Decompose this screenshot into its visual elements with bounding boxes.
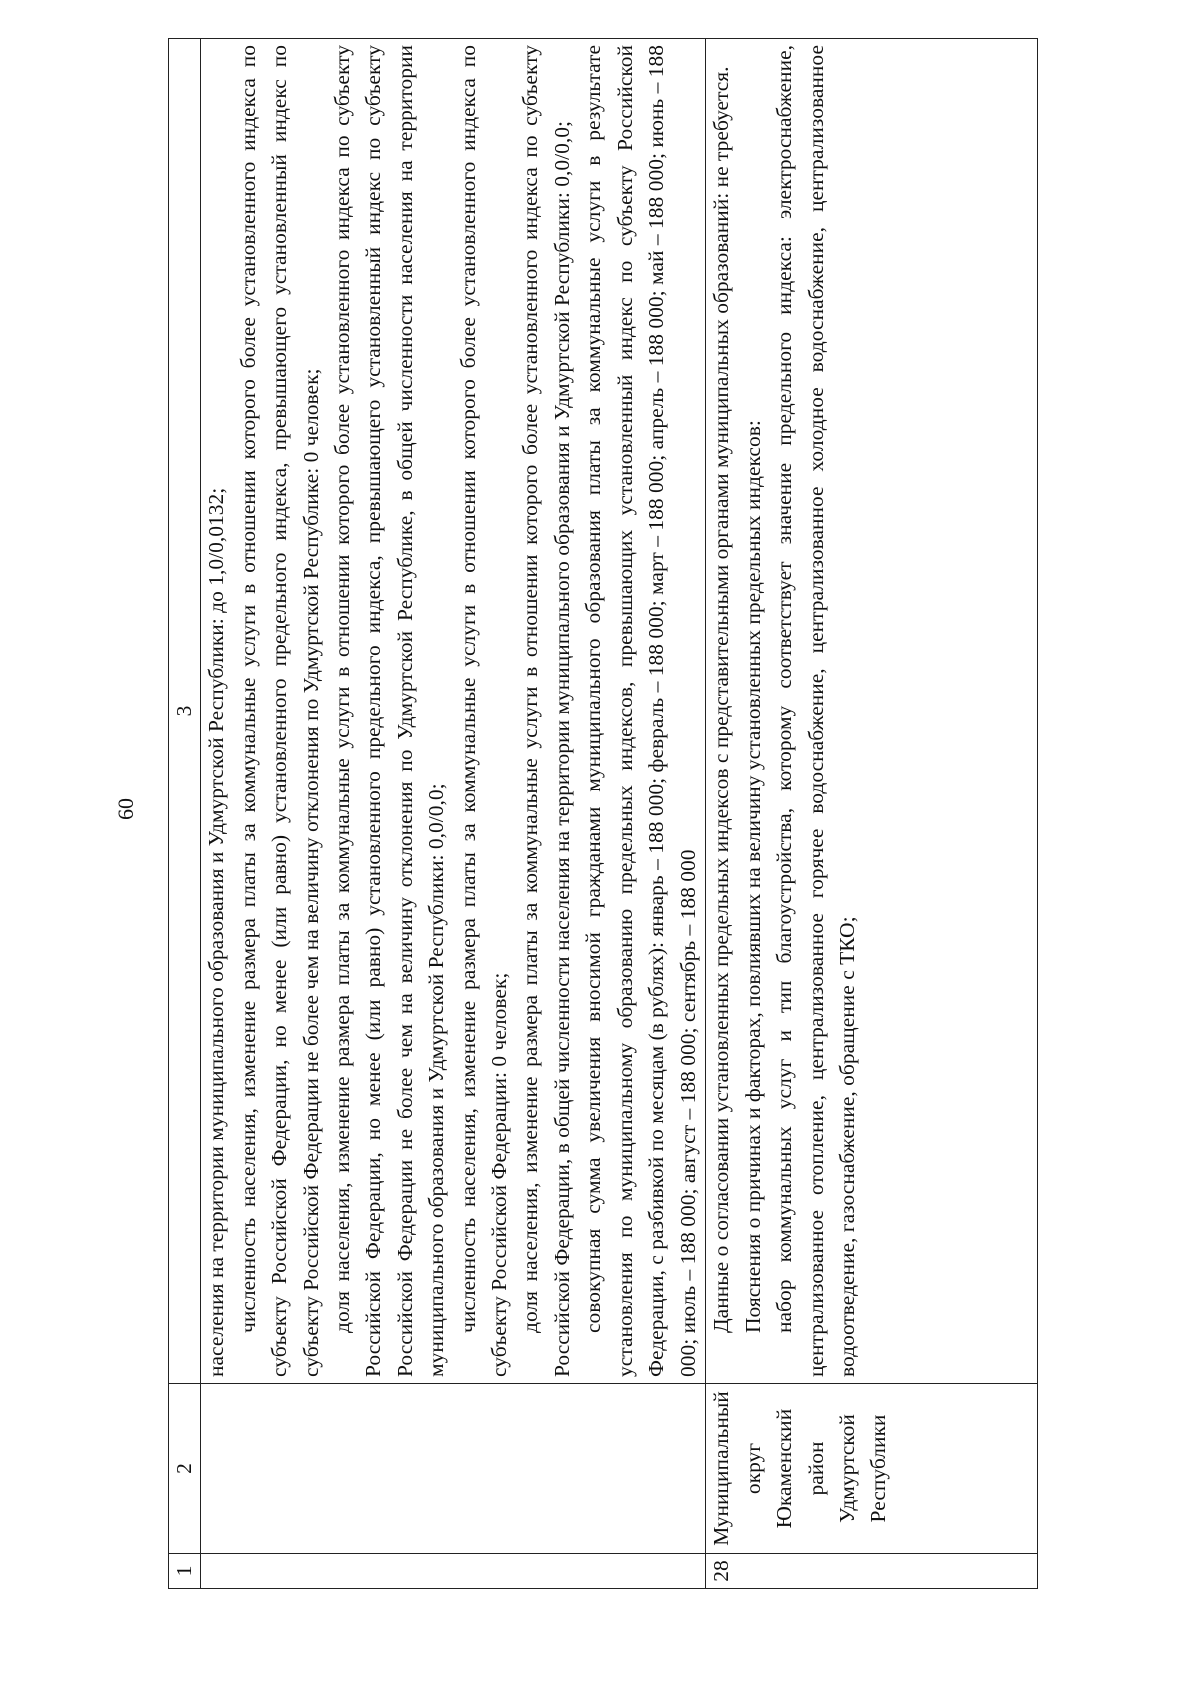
- paragraph: численность населения, изменение размера платы за коммунальные услуги в отношении которого более установленного индекса по субъекту Российской Федерации, но менее (или равно) установленного предельного индекса, превышающего установленный индекс по субъекту Российской Федерации не более чем на величину отклонения по Удмуртской Республике: 0 человек;: [235, 45, 323, 1377]
- municipality-cell: [201, 1384, 706, 1554]
- paragraph: совокупная сумма увеличения вносимой гражданами муниципального образования платы за коммунальные услуги в результате установления по муниципальному образованию предельных индексов, превышающих установленный индекс по субъекту Российской Федерации, с разбивкой по месяцам (в рублях): январь – 188 000; февраль – 188 000; март – 188 000; апрель – 188 000; май – 188 000; июнь – 188 000; июль – 188 000; август – 188 000; сентябрь – 188 000: [581, 45, 700, 1377]
- paragraph: численность населения, изменение размера платы за коммунальные услуги в отношении которого более установленного индекса по субъекту Российской Федерации: 0 человек;: [455, 45, 512, 1377]
- paragraph: населения на территории муниципального образования и Удмуртской Республики: до 1,0/0,0132;: [204, 487, 229, 1377]
- description-cell: [201, 39, 706, 1384]
- row-number: [201, 1554, 706, 1589]
- paragraph: Пояснения о причинах и факторах, повлиявших на величину установленных предельных индексов:: [740, 420, 765, 1333]
- table-row: [201, 39, 706, 1589]
- description-cell: [706, 39, 1038, 1384]
- table-row: [706, 39, 1038, 1589]
- column-header-1: 1: [169, 1554, 201, 1589]
- paragraph: доля населения, изменение размера платы за коммунальные услуги в отношении которого более установленного индекса по субъекту Российской Федерации, в общей численности населения на территории муниципального образования и Удмуртской Республики: 0,0/0,0;: [518, 45, 574, 1377]
- table-header-row: [169, 39, 201, 1589]
- column-header-2: 2: [169, 1384, 201, 1554]
- page-number: 60: [113, 798, 138, 820]
- paragraph: Данные о согласовании установленных предельных индексов с представительными органами муниципальных образований: не требуется.: [709, 66, 734, 1333]
- paragraph: доля населения, изменение размера платы за коммунальные услуги в отношении которого более установленного индекса по субъекту Российской Федерации, но менее (или равно) установленного предельного индекса, превышающего установленный индекс по субъекту Российской Федерации не более чем на величину отклонения по Удмуртской Республике, в общей численности населения на территории муниципального образования и Удмуртской Республики: 0,0/0,0;: [330, 45, 449, 1377]
- row-number: 28: [706, 1554, 1038, 1589]
- column-header-3: 3: [169, 39, 201, 1384]
- document-table: [168, 38, 1038, 1589]
- rotated-table-container: [168, 39, 1038, 1589]
- municipality-cell: Муниципальный округ Юкаменский район Удмуртской Республики: [706, 1384, 1038, 1554]
- paragraph: набор коммунальных услуг и тип благоустройства, которому соответствует значение предельного индекса: электроснабжение, централизованное отопление, централизованное горячее водоснабжение, централизованное холодное водоснабжение, централизованное водоотведение, газоснабжение, обращение с ТКО;: [772, 45, 860, 1377]
